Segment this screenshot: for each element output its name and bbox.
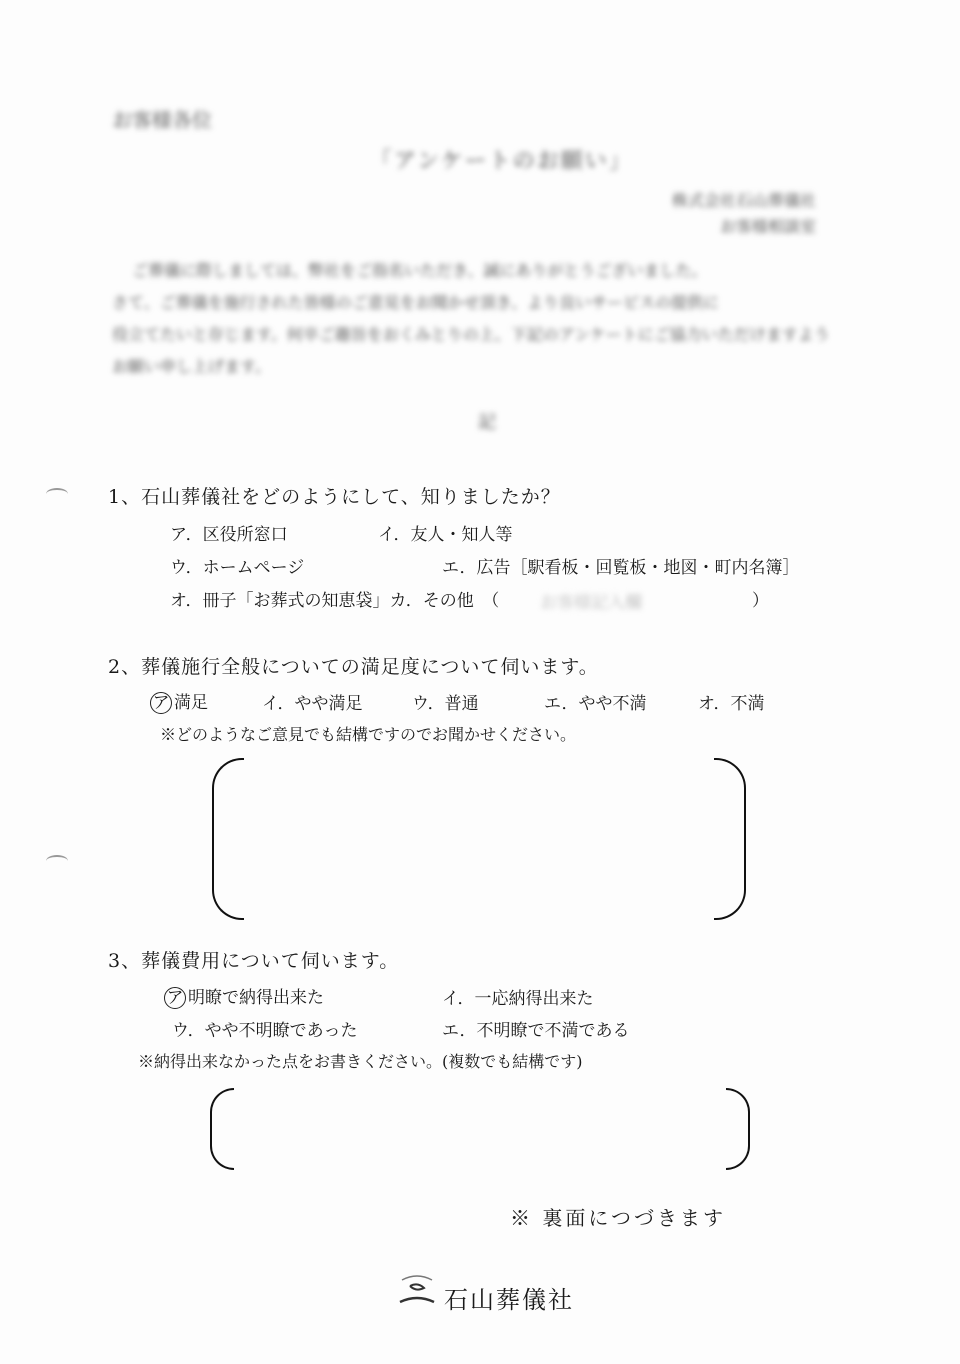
selected-circle-mark: ア bbox=[150, 692, 172, 714]
q2-comment-note: ※どのようなご意見でも結構ですのでお聞かせください。 bbox=[160, 725, 577, 744]
q3-option-e[interactable]: エ．不明瞭で不満である bbox=[442, 1021, 630, 1041]
q1-option-o[interactable]: オ．冊子「お葬式の知恵袋」カ．その他 （ bbox=[170, 591, 500, 611]
q1-option-i[interactable]: イ．友人・知人等 bbox=[378, 525, 513, 545]
q1-option-u[interactable]: ウ．ホームページ bbox=[170, 558, 305, 578]
intro-line-2: さて、ご葬儀を施行された皆様のご意見をお聞かせ頂き、より良いサービスの提供に bbox=[112, 293, 720, 312]
q3-comment-note: ※納得出来なかった点をお書きください。(複数でも結構です) bbox=[138, 1052, 583, 1071]
q2-comment-bracket-right bbox=[714, 758, 746, 920]
punch-hole-top bbox=[46, 488, 68, 500]
intro-line-1: ご葬儀に際しましては、弊社をご指名いただき、誠にありがとうございました。 bbox=[132, 261, 708, 280]
continue-on-back-note: ※ 裏面につづきます bbox=[510, 1206, 726, 1230]
q2-option-a[interactable] bbox=[150, 688, 208, 714]
q1-other-close-paren: ） bbox=[752, 591, 769, 611]
q3-comment-bracket-right bbox=[726, 1088, 750, 1170]
punch-hole-bottom bbox=[46, 855, 68, 867]
q2-option-a-label: 満足 bbox=[174, 693, 208, 713]
q3-option-i[interactable]: イ．一応納得出来た bbox=[442, 989, 594, 1009]
q2-comment-bracket-left bbox=[212, 758, 244, 920]
q3-comment-area[interactable] bbox=[232, 1090, 726, 1164]
recipient-label: お客様各位 bbox=[112, 108, 212, 132]
document-title: 「アンケートのお願い」 bbox=[370, 149, 633, 174]
question-3-title: 3、葬儀費用について伺います。 bbox=[108, 950, 400, 972]
issuer-company: 株式会社石山葬儀社 bbox=[672, 191, 817, 210]
q3-comment-bracket-left bbox=[210, 1088, 234, 1170]
q2-comment-area[interactable] bbox=[242, 760, 714, 914]
q2-option-u[interactable]: ウ．普通 bbox=[412, 694, 479, 714]
q2-option-o[interactable]: オ．不満 bbox=[698, 694, 765, 714]
selected-circle-mark: ア bbox=[164, 987, 186, 1009]
q3-option-a[interactable] bbox=[164, 983, 324, 1009]
intro-line-3: 役立てたいと存じます。何卒ご趣旨をおくみとりの上、下記のアンケートにご協力いただけますよう bbox=[112, 325, 830, 344]
q3-option-a-label: 明瞭で納得出来た bbox=[188, 988, 324, 1008]
q1-option-a[interactable]: ア．区役所窓口 bbox=[170, 525, 288, 545]
company-logo-icon bbox=[396, 1272, 438, 1308]
q1-option-e[interactable]: エ．広告［駅看板・回覧板・地図・町内名簿］ bbox=[442, 558, 800, 578]
q2-option-i[interactable]: イ．やや満足 bbox=[262, 694, 363, 714]
footer-company-name: 石山葬儀社 bbox=[444, 1286, 574, 1314]
q2-option-e[interactable]: エ．やや不満 bbox=[544, 694, 647, 714]
intro-line-4: お願い申し上げます。 bbox=[112, 357, 271, 376]
issuer-department: お客様相談室 bbox=[720, 217, 817, 236]
question-1-title: 1、石山葬儀社をどのようにして、知りましたか？ bbox=[108, 486, 561, 508]
center-mark: 記 bbox=[478, 412, 496, 433]
q1-other-input-redacted[interactable]: お客様記入欄 bbox=[540, 593, 642, 613]
q3-option-u[interactable]: ウ．やや不明瞭であった bbox=[172, 1021, 358, 1041]
question-2-title: 2、葬儀施行全般についての満足度について伺います。 bbox=[108, 656, 599, 678]
